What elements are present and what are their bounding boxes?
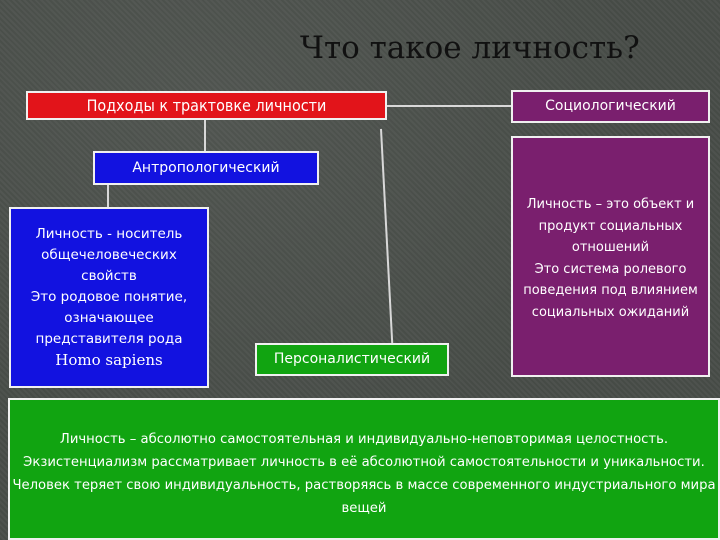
sociological-line: социальных ожиданий (531, 304, 690, 320)
anthropological-line: представителя рода (35, 331, 183, 347)
sociological-line: Личность – это объект и (526, 197, 695, 212)
sociological-line: продукт социальных (538, 218, 683, 234)
page-title: Что такое личность? (300, 30, 640, 66)
personalistic-description (8, 398, 720, 540)
connector-red-down (204, 120, 206, 151)
personalistic-line: Человек теряет свою индивидуальность, растворяясь в массе современного индустриального мира (12, 478, 716, 493)
anthropological-line: Личность - носитель (35, 226, 183, 242)
anthropological-description (9, 207, 209, 388)
sociological-line: Это система ролевого (534, 261, 687, 277)
anthropological-line: Это родовое понятие, (30, 289, 188, 305)
sociological-line: поведения под влиянием (523, 283, 698, 298)
sociological-description (511, 136, 710, 377)
anthropological-latin: Homo sapiens (55, 351, 163, 369)
sociological-line: отношений (571, 240, 650, 255)
anthropological-line: общечеловеческих (41, 247, 177, 263)
sociological-header: Социологический (511, 90, 710, 123)
connector-anthro-down (107, 185, 109, 207)
personalistic-line: Экзистенциализм рассматривает личность в её абсолютной самостоятельности и уникальности. (23, 455, 705, 470)
anthropological-line: означающее (64, 310, 154, 326)
personalistic-line: вещей (341, 501, 387, 516)
anthropological-line: свойств (81, 268, 137, 284)
anthropological-header: Антропологический (93, 151, 319, 185)
personalistic-line: Личность – абсолютно самостоятельная и индивидуально-неповторимая целостность. (59, 432, 669, 447)
connector-red-right (387, 105, 511, 107)
personalistic-header: Персоналистический (255, 343, 449, 376)
approaches-header: Подходы к трактовке личности (26, 91, 387, 120)
connector-diagonal (380, 129, 393, 345)
